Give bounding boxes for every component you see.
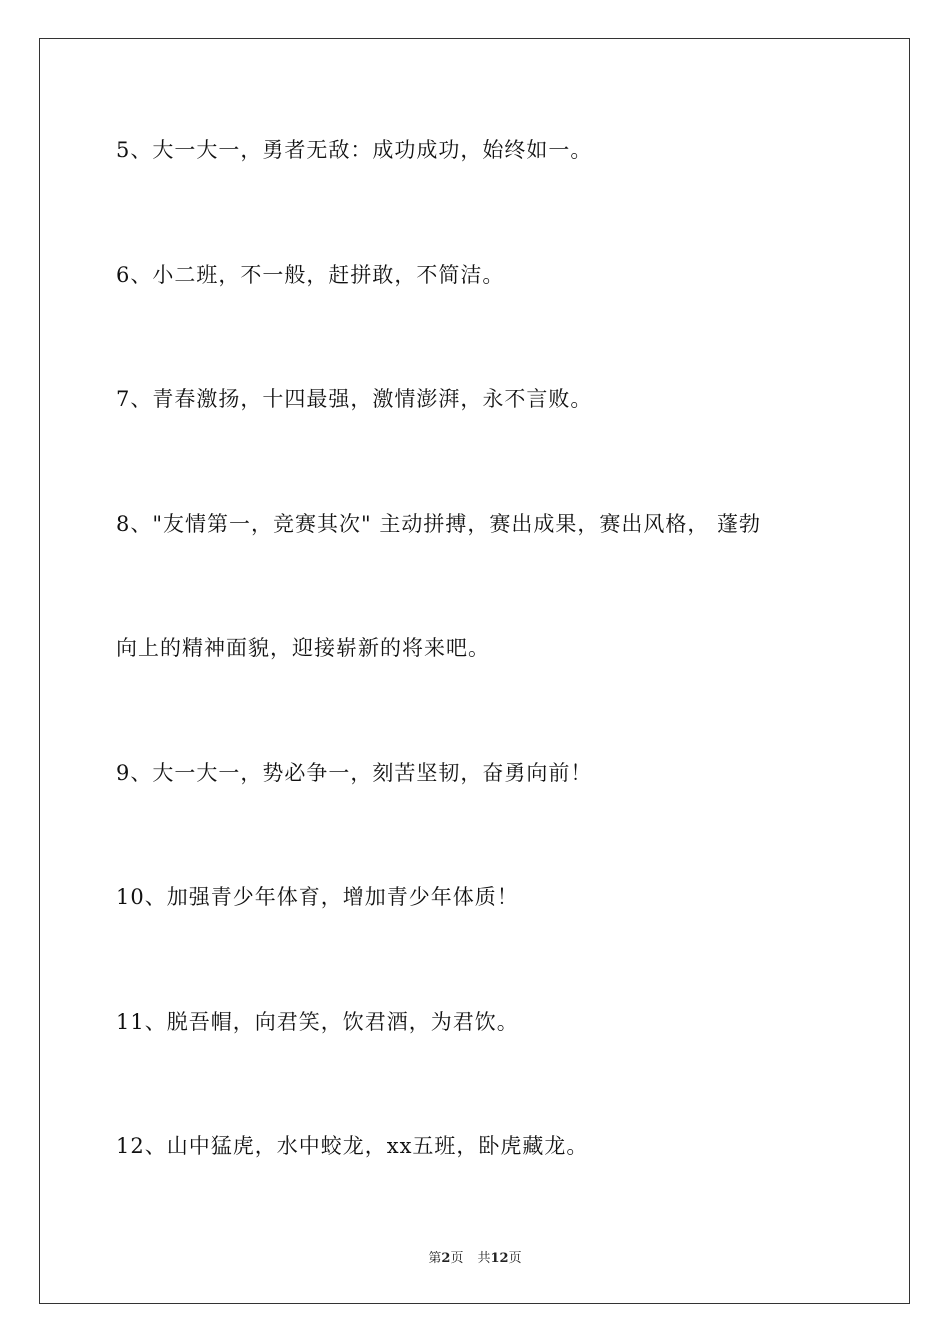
page-footer <box>0 1247 950 1266</box>
slogan-line-continued: 向上的精神面貌，迎接崭新的将来吧。 <box>116 636 490 660</box>
page-border <box>39 38 910 1304</box>
slogan-line: 11、脱吾帽，向君笑，饮君酒，为君饮。 <box>116 1010 519 1034</box>
footer-prefix: 第 <box>428 1251 442 1266</box>
slogan-line: 6、小二班，不一般，赶拼敢，不简洁。 <box>116 263 505 287</box>
footer-page-word: 页 <box>450 1251 464 1266</box>
total-pages-number: 12 <box>490 1251 509 1266</box>
slogan-line: 10、加强青少年体育，增加青少年体质！ <box>116 885 519 909</box>
slogan-line: 12、山中猛虎，水中蛟龙，xx五班，卧虎藏龙。 <box>116 1134 589 1158</box>
slogan-line: 9、大一大一，势必争一，刻苦坚韧，奋勇向前！ <box>116 761 593 785</box>
current-page-number: 2 <box>441 1251 451 1266</box>
footer-total-suffix: 页 <box>508 1251 522 1266</box>
slogan-line: 5、大一大一，勇者无敌：成功成功，始终如一。 <box>116 138 593 162</box>
slogan-line: 8、"友情第一，竞赛其次" 主动拼搏，赛出成果，赛出风格， 蓬勃 <box>116 512 762 536</box>
slogan-line: 7、青春激扬，十四最强，激情澎湃，永不言败。 <box>116 387 593 411</box>
footer-total-prefix: 共 <box>477 1251 491 1266</box>
